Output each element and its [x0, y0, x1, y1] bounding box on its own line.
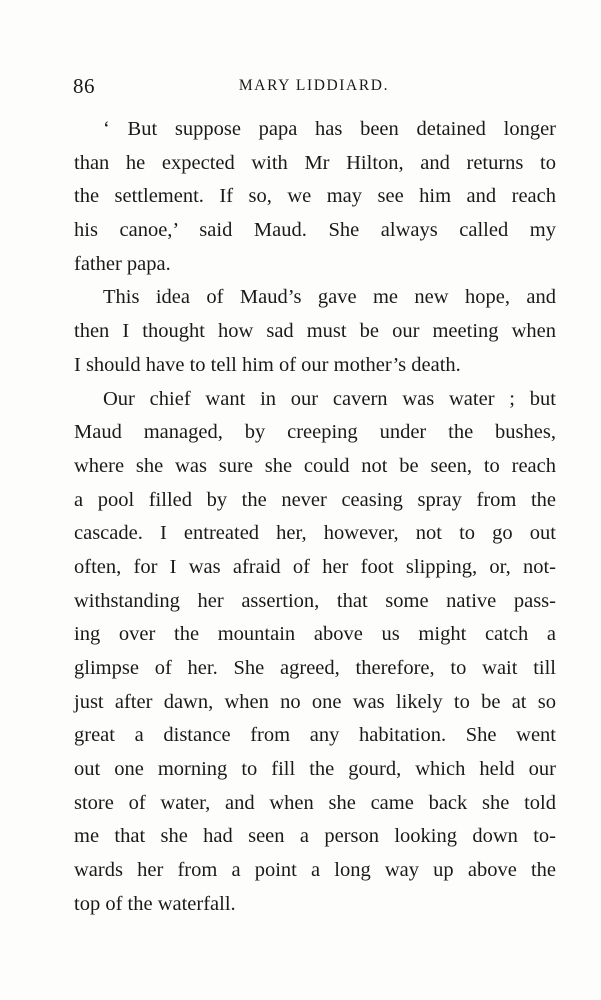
paragraph	[74, 281, 556, 382]
book-title: MARY LIDDIARD.	[238, 77, 390, 94]
running-head	[73, 74, 555, 102]
text-line: the settlement. If so, we may see him and reach	[74, 185, 556, 208]
text-line: out one morning to fill the gourd, which held our	[74, 758, 556, 781]
text-line: me that she had seen a person looking down to-	[74, 825, 556, 848]
text-line: often, for I was afraid of her foot slipping, or, not-	[74, 555, 556, 578]
text-line: glimpse of her. She agreed, therefore, to wait till	[74, 657, 556, 679]
text-line: than he expected with Mr Hilton, and returns to	[74, 151, 556, 174]
text-line: father papa.	[74, 252, 171, 275]
page-number: 86	[73, 74, 95, 98]
text-line: then I thought how sad must be our meeting when	[74, 320, 556, 343]
text-line: great a distance from any habitation. She went	[74, 724, 556, 747]
text-line: wards her from a point a long way up above the	[74, 859, 556, 882]
text-line: withstanding her assertion, that some native pass-	[74, 589, 556, 612]
paragraph	[74, 383, 556, 922]
text-line: Our chief want in our cavern was water ; but	[103, 387, 556, 410]
paragraph	[74, 113, 556, 281]
text-line: a pool filled by the never ceasing spray from the	[74, 488, 556, 511]
text-line: I should have to tell him of our mother’s death.	[74, 353, 461, 376]
body-text	[74, 113, 556, 922]
text-line: where she was sure she could not be seen, to reach	[74, 454, 556, 477]
text-line: store of water, and when she came back she told	[74, 791, 556, 814]
text-line: just after dawn, when no one was likely to be at so	[74, 690, 556, 713]
text-line: his canoe,’ said Maud. She always called my	[74, 219, 556, 242]
text-line: cascade. I entreated her, however, not to go out	[74, 522, 556, 545]
text-line: top of the waterfall.	[74, 892, 236, 915]
text-line: This idea of Maud’s gave me new hope, and	[103, 286, 556, 309]
text-line: ‘ But suppose papa has been detained longer	[103, 118, 556, 140]
text-line: Maud managed, by creeping under the bushes,	[74, 421, 556, 444]
text-line: ing over the mountain above us might catch a	[74, 623, 556, 646]
